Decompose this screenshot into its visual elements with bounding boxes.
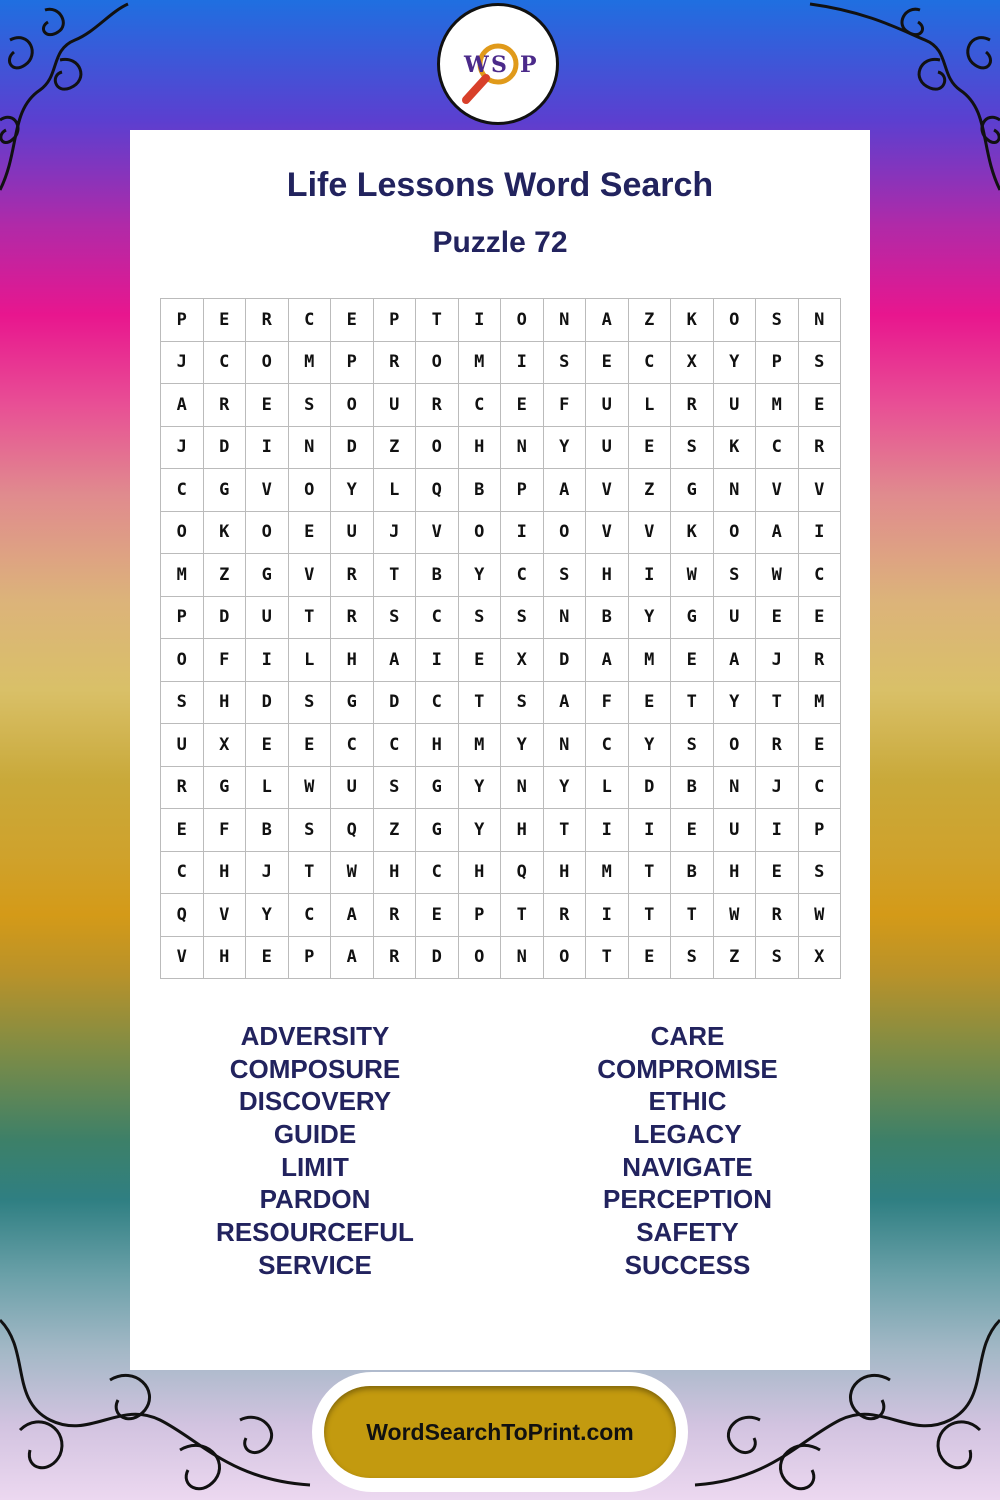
grid-cell[interactable]: Y — [331, 469, 374, 512]
grid-cell[interactable]: U — [161, 724, 204, 767]
grid-cell[interactable]: R — [374, 937, 417, 980]
grid-cell[interactable]: N — [544, 724, 587, 767]
grid-cell[interactable]: H — [544, 852, 587, 895]
grid-cell[interactable]: T — [586, 937, 629, 980]
grid-cell[interactable]: S — [544, 554, 587, 597]
grid-cell[interactable]: O — [714, 512, 757, 555]
grid-cell[interactable]: C — [586, 724, 629, 767]
word-list-item: RESOURCEFUL — [216, 1217, 414, 1248]
grid-cell[interactable]: D — [416, 937, 459, 980]
grid-cell[interactable]: W — [671, 554, 714, 597]
grid-cell[interactable]: Q — [501, 852, 544, 895]
grid-cell[interactable]: Y — [246, 894, 289, 937]
website-link-button[interactable]: WordSearchToPrint.com — [324, 1386, 676, 1478]
grid-cell[interactable]: O — [246, 512, 289, 555]
grid-cell[interactable]: A — [331, 937, 374, 980]
grid-cell[interactable]: H — [586, 554, 629, 597]
grid-cell[interactable]: R — [161, 767, 204, 810]
grid-cell[interactable]: A — [586, 639, 629, 682]
grid-cell[interactable]: I — [629, 809, 672, 852]
grid-cell[interactable]: M — [289, 342, 332, 385]
grid-cell[interactable]: H — [501, 809, 544, 852]
grid-cell[interactable]: E — [161, 809, 204, 852]
grid-cell[interactable]: M — [799, 682, 842, 725]
grid-cell[interactable]: Y — [714, 342, 757, 385]
grid-cell[interactable]: L — [586, 767, 629, 810]
logo-letter-w: W — [464, 52, 489, 78]
grid-cell[interactable]: I — [586, 894, 629, 937]
grid-cell[interactable]: E — [799, 597, 842, 640]
grid-cell[interactable]: R — [756, 724, 799, 767]
grid-cell[interactable]: X — [501, 639, 544, 682]
grid-cell[interactable]: G — [671, 597, 714, 640]
grid-cell[interactable]: N — [501, 937, 544, 980]
grid-cell[interactable]: O — [459, 937, 502, 980]
grid-cell[interactable]: G — [331, 682, 374, 725]
site-logo[interactable] — [437, 3, 559, 125]
grid-cell[interactable]: N — [289, 427, 332, 470]
grid-cell[interactable]: W — [289, 767, 332, 810]
grid-cell[interactable]: O — [416, 342, 459, 385]
grid-cell[interactable]: R — [799, 639, 842, 682]
grid-cell[interactable]: R — [374, 342, 417, 385]
grid-cell[interactable]: W — [331, 852, 374, 895]
grid-cell[interactable]: E — [756, 852, 799, 895]
grid-cell[interactable]: C — [161, 469, 204, 512]
grid-cell[interactable]: T — [756, 682, 799, 725]
grid-cell[interactable]: N — [544, 597, 587, 640]
grid-cell[interactable]: H — [204, 852, 247, 895]
grid-cell[interactable]: P — [161, 597, 204, 640]
page-title: Life Lessons Word Search — [286, 166, 714, 204]
grid-cell[interactable]: O — [544, 512, 587, 555]
grid-cell[interactable]: V — [799, 469, 842, 512]
word-list-left — [130, 1020, 500, 1282]
grid-cell[interactable]: O — [501, 299, 544, 342]
grid-cell[interactable]: Y — [629, 597, 672, 640]
grid-cell[interactable]: J — [161, 342, 204, 385]
grid-cell[interactable]: T — [416, 299, 459, 342]
grid-cell[interactable]: E — [246, 937, 289, 980]
grid-cell[interactable]: F — [204, 809, 247, 852]
grid-cell[interactable]: G — [204, 767, 247, 810]
grid-cell[interactable]: R — [246, 299, 289, 342]
grid-cell[interactable]: O — [331, 384, 374, 427]
grid-cell[interactable]: D — [374, 682, 417, 725]
grid-cell[interactable]: H — [331, 639, 374, 682]
grid-cell[interactable]: L — [629, 384, 672, 427]
grid-cell[interactable]: P — [501, 469, 544, 512]
grid-cell[interactable]: E — [799, 724, 842, 767]
grid-cell[interactable]: I — [459, 299, 502, 342]
grid-cell[interactable]: Z — [629, 469, 672, 512]
grid-cell[interactable]: O — [246, 342, 289, 385]
word-list-item: CARE — [650, 1021, 725, 1051]
grid-cell[interactable]: G — [416, 809, 459, 852]
grid-cell[interactable]: G — [204, 469, 247, 512]
grid-cell[interactable]: J — [161, 427, 204, 470]
grid-cell[interactable]: S — [459, 597, 502, 640]
grid-cell[interactable]: D — [204, 597, 247, 640]
word-list-item: PERCEPTION — [602, 1184, 773, 1215]
grid-cell[interactable]: T — [501, 894, 544, 937]
grid-cell[interactable]: I — [799, 512, 842, 555]
grid-cell[interactable]: Y — [459, 554, 502, 597]
grid-cell[interactable]: V — [756, 469, 799, 512]
grid-cell[interactable]: T — [544, 809, 587, 852]
grid-cell[interactable]: C — [501, 554, 544, 597]
grid-cell[interactable]: A — [161, 384, 204, 427]
grid-cell[interactable]: U — [714, 597, 757, 640]
grid-cell[interactable]: P — [289, 937, 332, 980]
grid-cell[interactable]: M — [459, 724, 502, 767]
grid-cell[interactable]: T — [671, 682, 714, 725]
grid-cell[interactable]: T — [374, 554, 417, 597]
grid-cell[interactable]: M — [756, 384, 799, 427]
grid-cell[interactable]: O — [416, 427, 459, 470]
grid-cell[interactable]: B — [416, 554, 459, 597]
grid-cell[interactable]: B — [586, 597, 629, 640]
grid-cell[interactable]: U — [586, 384, 629, 427]
grid-cell[interactable]: S — [374, 597, 417, 640]
grid-cell[interactable]: D — [246, 682, 289, 725]
word-list-right — [500, 1020, 875, 1282]
grid-cell[interactable]: X — [204, 724, 247, 767]
grid-cell[interactable]: S — [756, 299, 799, 342]
grid-cell[interactable]: R — [799, 427, 842, 470]
word-list-item: ETHIC — [648, 1086, 727, 1117]
grid-cell[interactable]: M — [629, 639, 672, 682]
grid-cell[interactable]: V — [586, 469, 629, 512]
grid-cell[interactable]: L — [246, 767, 289, 810]
grid-cell[interactable]: I — [629, 554, 672, 597]
grid-cell[interactable]: A — [331, 894, 374, 937]
grid-cell[interactable]: E — [204, 299, 247, 342]
grid-cell[interactable]: E — [459, 639, 502, 682]
puzzle-number: Puzzle 72 — [432, 226, 568, 259]
grid-cell[interactable]: E — [756, 597, 799, 640]
grid-cell[interactable]: Y — [544, 767, 587, 810]
word-list-item: SERVICE — [258, 1249, 372, 1280]
grid-cell[interactable]: L — [374, 469, 417, 512]
word-list-item: COMPROMISE — [597, 1053, 778, 1084]
grid-cell[interactable]: U — [331, 512, 374, 555]
grid-cell[interactable]: S — [289, 384, 332, 427]
word-list-item: DISCOVERY — [238, 1086, 392, 1117]
grid-cell[interactable]: R — [756, 894, 799, 937]
grid-cell[interactable]: Q — [416, 469, 459, 512]
grid-cell[interactable]: E — [629, 682, 672, 725]
grid-cell[interactable]: S — [756, 937, 799, 980]
grid-cell[interactable]: S — [289, 809, 332, 852]
logo-letter-p: P — [520, 52, 537, 78]
word-list-item: COMPOSURE — [229, 1053, 401, 1084]
grid-cell[interactable]: P — [459, 894, 502, 937]
grid-cell[interactable]: R — [331, 597, 374, 640]
grid-cell[interactable]: D — [629, 767, 672, 810]
grid-cell[interactable]: M — [161, 554, 204, 597]
grid-cell[interactable]: N — [714, 469, 757, 512]
word-list-item: LIMIT — [281, 1151, 349, 1182]
grid-cell[interactable]: T — [459, 682, 502, 725]
grid-cell[interactable]: E — [586, 342, 629, 385]
grid-cell[interactable]: R — [204, 384, 247, 427]
grid-cell[interactable]: E — [289, 724, 332, 767]
grid-cell[interactable]: S — [544, 342, 587, 385]
grid-cell[interactable]: U — [714, 809, 757, 852]
grid-cell[interactable]: C — [204, 342, 247, 385]
grid-cell[interactable]: N — [799, 299, 842, 342]
grid-cell[interactable]: A — [586, 299, 629, 342]
grid-cell[interactable]: X — [671, 342, 714, 385]
grid-cell[interactable]: T — [671, 894, 714, 937]
grid-cell[interactable]: C — [416, 852, 459, 895]
grid-cell[interactable]: Q — [331, 809, 374, 852]
grid-cell[interactable]: B — [246, 809, 289, 852]
grid-cell[interactable]: N — [714, 767, 757, 810]
grid-cell[interactable]: Z — [204, 554, 247, 597]
grid-cell[interactable]: G — [671, 469, 714, 512]
grid-cell[interactable]: H — [459, 427, 502, 470]
grid-cell[interactable]: N — [501, 767, 544, 810]
word-list-item: GUIDE — [273, 1119, 357, 1150]
grid-cell[interactable]: B — [459, 469, 502, 512]
magnifier-icon — [440, 6, 556, 122]
grid-cell[interactable]: M — [459, 342, 502, 385]
grid-cell[interactable]: C — [331, 724, 374, 767]
grid-cell[interactable]: I — [246, 427, 289, 470]
grid-cell[interactable]: Y — [459, 767, 502, 810]
grid-cell[interactable]: U — [246, 597, 289, 640]
grid-cell[interactable]: E — [629, 937, 672, 980]
grid-cell[interactable]: C — [374, 724, 417, 767]
grid-cell[interactable]: T — [629, 894, 672, 937]
grid-cell[interactable]: U — [714, 384, 757, 427]
corner-ornament-top-left — [0, 0, 130, 200]
grid-cell[interactable]: D — [204, 427, 247, 470]
grid-cell[interactable]: D — [544, 639, 587, 682]
grid-cell[interactable]: R — [416, 384, 459, 427]
grid-cell[interactable]: O — [161, 639, 204, 682]
grid-cell[interactable]: N — [544, 299, 587, 342]
grid-cell[interactable]: C — [799, 554, 842, 597]
grid-cell[interactable]: F — [544, 384, 587, 427]
grid-cell[interactable]: E — [416, 894, 459, 937]
grid-cell[interactable]: H — [459, 852, 502, 895]
grid-cell[interactable]: U — [331, 767, 374, 810]
grid-cell[interactable]: V — [289, 554, 332, 597]
grid-cell[interactable]: V — [161, 937, 204, 980]
grid-cell[interactable]: I — [501, 512, 544, 555]
grid-cell[interactable]: R — [331, 554, 374, 597]
grid-cell[interactable]: H — [714, 852, 757, 895]
grid-cell[interactable]: Z — [374, 427, 417, 470]
grid-cell[interactable]: U — [374, 384, 417, 427]
grid-cell[interactable]: S — [289, 682, 332, 725]
grid-cell[interactable]: C — [416, 682, 459, 725]
grid-cell[interactable]: E — [246, 384, 289, 427]
grid-cell[interactable]: O — [459, 512, 502, 555]
grid-cell[interactable]: B — [671, 767, 714, 810]
grid-cell[interactable]: S — [714, 554, 757, 597]
grid-cell[interactable]: S — [799, 852, 842, 895]
grid-cell[interactable]: A — [544, 469, 587, 512]
letter-grid — [160, 298, 841, 979]
grid-cell[interactable]: H — [374, 852, 417, 895]
word-list-item: SUCCESS — [624, 1249, 751, 1280]
grid-cell[interactable]: V — [629, 512, 672, 555]
word-list-item: NAVIGATE — [622, 1151, 753, 1182]
footer-badge — [312, 1372, 688, 1492]
grid-cell[interactable]: C — [799, 767, 842, 810]
grid-cell[interactable]: E — [799, 384, 842, 427]
grid-cell[interactable]: G — [416, 767, 459, 810]
grid-cell[interactable]: E — [629, 427, 672, 470]
grid-cell[interactable]: Y — [501, 724, 544, 767]
grid-cell[interactable]: W — [799, 894, 842, 937]
grid-cell[interactable]: C — [459, 384, 502, 427]
grid-cell[interactable]: B — [671, 852, 714, 895]
grid-cell[interactable]: J — [374, 512, 417, 555]
word-list-item: LEGACY — [633, 1119, 742, 1150]
grid-cell[interactable]: V — [246, 469, 289, 512]
grid-cell[interactable]: T — [289, 852, 332, 895]
grid-cell[interactable]: P — [331, 342, 374, 385]
grid-cell[interactable]: S — [501, 597, 544, 640]
grid-cell[interactable]: S — [374, 767, 417, 810]
grid-cell[interactable]: A — [544, 682, 587, 725]
grid-cell[interactable]: H — [416, 724, 459, 767]
word-list-item: ADVERSITY — [240, 1021, 390, 1051]
grid-cell[interactable]: J — [246, 852, 289, 895]
grid-cell[interactable]: E — [671, 639, 714, 682]
grid-cell[interactable]: H — [204, 682, 247, 725]
grid-cell[interactable]: W — [756, 554, 799, 597]
grid-cell[interactable]: V — [204, 894, 247, 937]
grid-cell[interactable]: K — [204, 512, 247, 555]
grid-cell[interactable]: D — [331, 427, 374, 470]
grid-cell[interactable]: T — [289, 597, 332, 640]
grid-cell[interactable]: P — [161, 299, 204, 342]
grid-cell[interactable]: V — [586, 512, 629, 555]
grid-cell[interactable]: T — [629, 852, 672, 895]
grid-cell[interactable]: E — [246, 724, 289, 767]
grid-cell[interactable]: G — [246, 554, 289, 597]
grid-cell[interactable]: L — [289, 639, 332, 682]
grid-cell[interactable]: O — [714, 299, 757, 342]
grid-cell[interactable]: C — [289, 894, 332, 937]
grid-cell[interactable]: I — [586, 809, 629, 852]
grid-cell[interactable]: P — [374, 299, 417, 342]
grid-cell[interactable]: F — [586, 682, 629, 725]
grid-cell[interactable]: R — [544, 894, 587, 937]
grid-cell[interactable]: N — [501, 427, 544, 470]
grid-cell[interactable]: W — [714, 894, 757, 937]
word-list-item: PARDON — [259, 1184, 371, 1215]
grid-cell[interactable]: Z — [629, 299, 672, 342]
grid-cell[interactable]: E — [331, 299, 374, 342]
grid-cell[interactable]: Y — [629, 724, 672, 767]
grid-cell[interactable]: O — [714, 724, 757, 767]
grid-cell[interactable]: C — [161, 852, 204, 895]
grid-cell[interactable]: I — [501, 342, 544, 385]
grid-cell[interactable]: I — [756, 809, 799, 852]
grid-cell[interactable]: O — [289, 469, 332, 512]
grid-cell[interactable]: Z — [714, 937, 757, 980]
grid-cell[interactable]: V — [416, 512, 459, 555]
grid-cell[interactable]: P — [799, 809, 842, 852]
grid-cell[interactable]: K — [671, 299, 714, 342]
grid-cell[interactable]: U — [586, 427, 629, 470]
grid-cell[interactable]: S — [501, 682, 544, 725]
grid-cell[interactable]: P — [756, 342, 799, 385]
puzzle-card — [130, 130, 870, 1370]
grid-cell[interactable]: F — [204, 639, 247, 682]
grid-cell[interactable]: S — [671, 937, 714, 980]
grid-cell[interactable]: E — [501, 384, 544, 427]
grid-cell[interactable]: A — [756, 512, 799, 555]
grid-cell[interactable]: C — [289, 299, 332, 342]
grid-cell[interactable]: A — [374, 639, 417, 682]
grid-cell[interactable]: Y — [544, 427, 587, 470]
grid-cell[interactable]: K — [714, 427, 757, 470]
grid-cell[interactable]: H — [204, 937, 247, 980]
word-list-item: SAFETY — [636, 1217, 739, 1248]
grid-cell[interactable]: Y — [459, 809, 502, 852]
grid-cell[interactable]: Y — [714, 682, 757, 725]
grid-cell[interactable]: S — [671, 724, 714, 767]
grid-cell[interactable]: C — [629, 342, 672, 385]
logo-letter-s: S — [491, 52, 507, 78]
grid-cell[interactable]: R — [671, 384, 714, 427]
grid-cell[interactable]: J — [756, 639, 799, 682]
grid-cell[interactable]: O — [544, 937, 587, 980]
grid-cell[interactable]: R — [374, 894, 417, 937]
grid-cell[interactable]: A — [714, 639, 757, 682]
grid-cell[interactable]: S — [671, 427, 714, 470]
grid-cell[interactable]: X — [799, 937, 842, 980]
grid-cell[interactable]: O — [161, 512, 204, 555]
grid-cell[interactable]: S — [161, 682, 204, 725]
grid-cell[interactable]: C — [756, 427, 799, 470]
grid-cell[interactable]: J — [756, 767, 799, 810]
grid-cell[interactable]: E — [289, 512, 332, 555]
grid-cell[interactable]: Z — [374, 809, 417, 852]
grid-cell[interactable]: I — [416, 639, 459, 682]
grid-cell[interactable]: Q — [161, 894, 204, 937]
grid-cell[interactable]: S — [799, 342, 842, 385]
grid-cell[interactable]: M — [586, 852, 629, 895]
grid-cell[interactable]: I — [246, 639, 289, 682]
grid-cell[interactable]: C — [416, 597, 459, 640]
grid-cell[interactable]: E — [671, 809, 714, 852]
grid-cell[interactable]: K — [671, 512, 714, 555]
